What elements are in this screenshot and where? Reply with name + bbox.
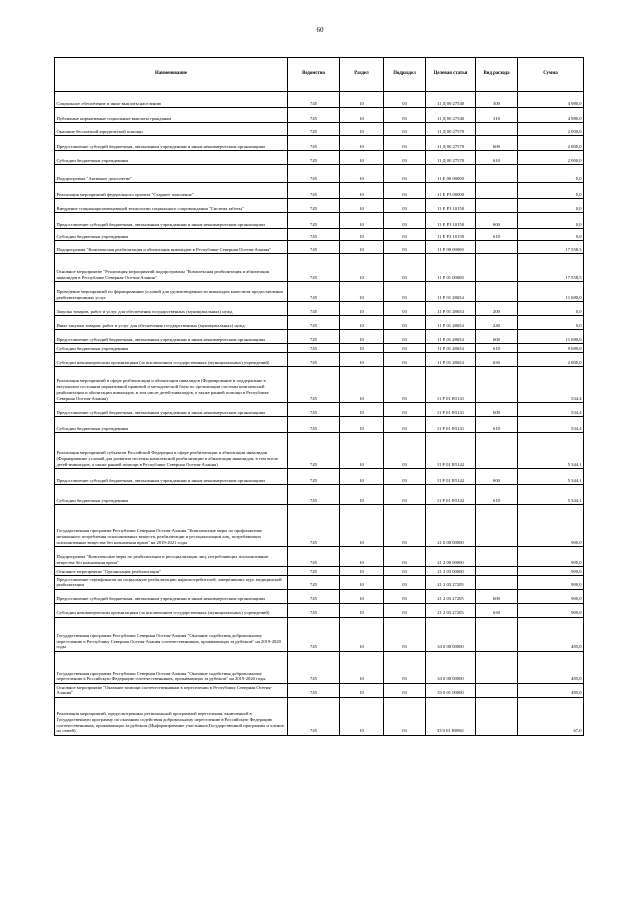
cell-sum: 485,0 (518, 651, 584, 683)
cell-section: 10 (340, 330, 384, 344)
cell-expense (476, 199, 518, 213)
cell-subsection: 03 (384, 165, 426, 183)
cell-sum: 0,0 (518, 302, 584, 316)
table-row (55, 651, 584, 683)
cell-subsection: 03 (384, 316, 426, 330)
cell-target: 11 Е Р3 00000 (426, 183, 476, 199)
cell-name: Основное мероприятие "Реализация мероприятий подпрограммы "Комплексная реабилитация и абилитация инвалидов в Республике Северная Осетия-Алания" (55, 254, 288, 282)
cell-dept: 745 (288, 123, 340, 136)
cell-subsection: 03 (384, 433, 426, 469)
cell-section: 10 (340, 344, 384, 353)
cell-sum: 0,0 (518, 199, 584, 213)
cell-expense: 600 (476, 469, 518, 485)
cell-subsection: 03 (384, 151, 426, 165)
table-row (55, 567, 584, 576)
cell-target: 33 0 00 00000 (426, 617, 476, 651)
cell-sum: 0,0 (518, 316, 584, 330)
cell-subsection: 03 (384, 617, 426, 651)
cell-dept: 745 (288, 651, 340, 683)
cell-subsection: 03 (384, 576, 426, 590)
cell-target: 11 Р 01 28654 (426, 353, 476, 367)
cell-target: 11 Р 01 R5141 (426, 417, 476, 433)
cell-expense (476, 165, 518, 183)
cell-subsection: 03 (384, 697, 426, 735)
table-row (55, 183, 584, 199)
cell-target: 11 Р 01 R5141 (426, 403, 476, 417)
cell-section: 10 (340, 108, 384, 123)
table-row (55, 576, 584, 590)
cell-expense: 600 (476, 589, 518, 603)
cell-dept: 745 (288, 617, 340, 651)
cell-section: 10 (340, 199, 384, 213)
cell-dept: 745 (288, 576, 340, 590)
budget-table (54, 57, 584, 736)
cell-name: Субсидии бюджетным учреждениям (55, 344, 288, 353)
cell-sum: 534,4 (518, 417, 584, 433)
table-row (55, 469, 584, 485)
cell-name: Предоставление субсидий бюджетным, автономным учреждениям и иным некоммерческим организациям (55, 136, 288, 151)
cell-expense (476, 683, 518, 697)
cell-target: 21 2 03 27205 (426, 576, 476, 590)
cell-name: Субсидии некоммерческим организациям (за исключением государственных (муниципальных) учреждений) (55, 603, 288, 617)
cell-dept: 745 (288, 547, 340, 567)
cell-expense: 610 (476, 344, 518, 353)
cell-sum: 17 558,5 (518, 241, 584, 254)
cell-section: 10 (340, 92, 384, 108)
cell-dept: 745 (288, 229, 340, 241)
cell-dept: 745 (288, 567, 340, 576)
cell-sum: 0,0 (518, 165, 584, 183)
table-row (55, 697, 584, 735)
cell-dept: 745 (288, 92, 340, 108)
column-header-subsection: Подраздел (384, 58, 426, 92)
cell-section: 10 (340, 241, 384, 254)
cell-dept: 745 (288, 417, 340, 433)
cell-subsection: 03 (384, 603, 426, 617)
table-row (55, 505, 584, 547)
cell-target: 11 Д 00 27540 (426, 92, 476, 108)
cell-section: 10 (340, 589, 384, 603)
cell-expense (476, 433, 518, 469)
cell-sum: 485,0 (518, 683, 584, 697)
cell-subsection: 03 (384, 183, 426, 199)
table-row (55, 417, 584, 433)
cell-section: 10 (340, 485, 384, 505)
cell-sum: 17 558,5 (518, 254, 584, 282)
cell-dept: 745 (288, 108, 340, 123)
cell-section: 10 (340, 136, 384, 151)
cell-expense (476, 123, 518, 136)
cell-expense: 610 (476, 417, 518, 433)
cell-expense (476, 567, 518, 576)
cell-target: 11 Р 01 R5141 (426, 367, 476, 403)
cell-section: 10 (340, 165, 384, 183)
cell-subsection: 03 (384, 417, 426, 433)
cell-target: 11 Р 01 28654 (426, 302, 476, 316)
cell-dept: 745 (288, 485, 340, 505)
table-row (55, 302, 584, 316)
cell-sum: 900,0 (518, 603, 584, 617)
cell-target: 11 Р 01 28654 (426, 316, 476, 330)
cell-subsection: 03 (384, 92, 426, 108)
cell-expense (476, 254, 518, 282)
table-row (55, 589, 584, 603)
table-row (55, 316, 584, 330)
cell-sum: 0,0 (518, 183, 584, 199)
cell-name: Подпрограмма "Комплексные меры по реабилитации и ресоциализации лиц, потребляющих психоактивные вещества без назначения врача" (55, 547, 288, 567)
cell-target: 11 Р 01 28654 (426, 330, 476, 344)
table-row (55, 151, 584, 165)
cell-expense (476, 697, 518, 735)
cell-dept: 745 (288, 254, 340, 282)
cell-sum: 4 980,0 (518, 92, 584, 108)
cell-expense (476, 505, 518, 547)
column-header-target: Целевая статья (426, 58, 476, 92)
table-row (55, 213, 584, 229)
cell-section: 10 (340, 367, 384, 403)
cell-target: 11 Е Р3 10150 (426, 229, 476, 241)
cell-expense: 630 (476, 353, 518, 367)
cell-subsection: 03 (384, 485, 426, 505)
cell-section: 10 (340, 403, 384, 417)
cell-name: Субсидии бюджетным учреждениям (55, 229, 288, 241)
cell-subsection: 03 (384, 505, 426, 547)
cell-target: 33 0 01 00000 (426, 683, 476, 697)
cell-target: 11 Р 01 28654 (426, 282, 476, 302)
cell-expense: 600 (476, 213, 518, 229)
cell-name: Субсидии бюджетным учреждениям (55, 151, 288, 165)
cell-target: 11 Р 01 00000 (426, 254, 476, 282)
cell-name: Государственная программа Республики Северная Осетия-Алания "Оказание содействия добровольному переселению в Республику Северная Осетия-Алания соотечественников, проживающих за рубежом" на 2019-2020 годы (55, 617, 288, 651)
cell-expense: 610 (476, 229, 518, 241)
cell-sum: 5 344,1 (518, 485, 584, 505)
cell-sum: 534,4 (518, 367, 584, 403)
cell-subsection: 03 (384, 683, 426, 697)
cell-name: Реализация мероприятий в сфере реабилитации и абилитации инвалидов (Формирование и поддержание в актуальном состоянии нормативной правовой и методической базы по организации системы комплексной реабилитации и абилитации инвалидов, в том числе детей-инвалидов, а также ранней помощи в Республике Северная Осетия-Алания) (55, 367, 288, 403)
cell-name: Подпрограмма "Активное долголетие" (55, 165, 288, 183)
table-header-row (55, 58, 584, 92)
cell-section: 10 (340, 433, 384, 469)
cell-sum: 4 980,0 (518, 108, 584, 123)
cell-dept: 745 (288, 136, 340, 151)
cell-sum: 9 680,0 (518, 344, 584, 353)
cell-section: 10 (340, 651, 384, 683)
cell-sum: 67,0 (518, 697, 584, 735)
cell-expense: 630 (476, 603, 518, 617)
cell-subsection: 03 (384, 567, 426, 576)
cell-dept: 745 (288, 213, 340, 229)
cell-name: Предоставление сертификатов на социальную реабилитацию наркопотребителей, завершивших курс медицинской реабилитации (55, 576, 288, 590)
table-row (55, 229, 584, 241)
table-row (55, 92, 584, 108)
cell-dept: 745 (288, 316, 340, 330)
cell-section: 10 (340, 567, 384, 576)
cell-expense (476, 367, 518, 403)
cell-subsection: 03 (384, 241, 426, 254)
cell-expense (476, 547, 518, 567)
cell-target: 11 Е Р3 10150 (426, 199, 476, 213)
cell-target: 11 Р 01 28654 (426, 344, 476, 353)
cell-target: 11 Д 00 27570 (426, 136, 476, 151)
cell-target: 11 Р 00 00000 (426, 241, 476, 254)
cell-name: Социальное обеспечение и иные выплаты населению (55, 92, 288, 108)
table-row (55, 403, 584, 417)
cell-dept: 745 (288, 505, 340, 547)
cell-expense (476, 617, 518, 651)
cell-section: 10 (340, 469, 384, 485)
table-row (55, 683, 584, 697)
cell-sum: 11 680,0 (518, 282, 584, 302)
cell-target: 11 Р 01 R5142 (426, 485, 476, 505)
cell-expense: 310 (476, 108, 518, 123)
cell-dept: 745 (288, 199, 340, 213)
cell-name: Внедрение стационарозамещающей технологии социального сопровождения "Система заботы" (55, 199, 288, 213)
cell-name: Реализация мероприятий федерального проекта "Старшее поколение" (55, 183, 288, 199)
cell-name: Иные закупки товаров, работ и услуг для обеспечения государственных (муниципальных) нужд (55, 316, 288, 330)
cell-target: 21 0 00 00000 (426, 505, 476, 547)
cell-section: 10 (340, 603, 384, 617)
cell-subsection: 03 (384, 547, 426, 567)
cell-name: Закупка товаров, работ и услуг для обеспечения государственных (муниципальных) нужд (55, 302, 288, 316)
cell-section: 10 (340, 697, 384, 735)
table-row (55, 199, 584, 213)
cell-sum: 2 000,0 (518, 353, 584, 367)
cell-target: 21 2 03 00000 (426, 567, 476, 576)
cell-subsection: 03 (384, 213, 426, 229)
cell-target: 21 2 03 27205 (426, 603, 476, 617)
cell-section: 10 (340, 617, 384, 651)
cell-name: Субсидии бюджетным учреждениям (55, 485, 288, 505)
column-header-sum: Сумма (518, 58, 584, 92)
cell-sum: 2 000,0 (518, 123, 584, 136)
cell-subsection: 03 (384, 651, 426, 683)
cell-name: Оказание бесплатной юридической помощи (55, 123, 288, 136)
cell-subsection: 03 (384, 282, 426, 302)
cell-sum: 2 000,0 (518, 136, 584, 151)
cell-expense: 200 (476, 302, 518, 316)
cell-expense: 610 (476, 485, 518, 505)
cell-section: 10 (340, 353, 384, 367)
cell-target: 11 Р 01 R5142 (426, 469, 476, 485)
table-row (55, 344, 584, 353)
cell-name: Реализация мероприятий субъектов Российской Федерации в сфере реабилитации и абилитации инвалидов (Формирование условий для развития системы комплексной реабилитации и абилитации инвалидов, в том числе детей-инвалидов, а также ранней помощи в Республике Северная Осетия-Алания) (55, 433, 288, 469)
table-row (55, 108, 584, 123)
cell-subsection: 03 (384, 254, 426, 282)
cell-sum: 900,0 (518, 576, 584, 590)
cell-sum: 0,0 (518, 213, 584, 229)
cell-subsection: 03 (384, 108, 426, 123)
column-header-section: Раздел (340, 58, 384, 92)
cell-target: 21 2 03 27205 (426, 589, 476, 603)
cell-dept: 745 (288, 344, 340, 353)
table-row (55, 282, 584, 302)
cell-dept: 745 (288, 165, 340, 183)
cell-dept: 745 (288, 183, 340, 199)
cell-dept: 745 (288, 603, 340, 617)
table-row (55, 547, 584, 567)
cell-dept: 745 (288, 367, 340, 403)
cell-section: 10 (340, 316, 384, 330)
cell-subsection: 03 (384, 367, 426, 403)
cell-subsection: 03 (384, 199, 426, 213)
cell-sum: 900,0 (518, 505, 584, 547)
cell-dept: 745 (288, 589, 340, 603)
table-row (55, 241, 584, 254)
cell-expense: 600 (476, 403, 518, 417)
table-row (55, 330, 584, 344)
cell-sum: 11 680,0 (518, 330, 584, 344)
cell-section: 10 (340, 417, 384, 433)
cell-expense (476, 282, 518, 302)
cell-subsection: 03 (384, 330, 426, 344)
cell-sum: 900,0 (518, 567, 584, 576)
cell-name: Публичные нормативные социальные выплаты гражданам (55, 108, 288, 123)
cell-subsection: 03 (384, 123, 426, 136)
cell-section: 10 (340, 151, 384, 165)
cell-target: 11 Д 00 27570 (426, 123, 476, 136)
cell-dept: 745 (288, 469, 340, 485)
cell-dept: 745 (288, 241, 340, 254)
table-row (55, 254, 584, 282)
cell-name: Государственная программа Республики Северная Осетия-Алания "Оказание содействия добровольному переселению в Российскую Федерацию соотечественников, проживающих за рубежом" на 2019-2020 годы (55, 651, 288, 683)
cell-dept: 745 (288, 433, 340, 469)
table-row (55, 485, 584, 505)
cell-expense (476, 241, 518, 254)
cell-expense: 240 (476, 316, 518, 330)
cell-expense (476, 651, 518, 683)
cell-subsection: 03 (384, 302, 426, 316)
cell-subsection: 03 (384, 344, 426, 353)
cell-dept: 745 (288, 683, 340, 697)
cell-sum: 900,0 (518, 547, 584, 567)
cell-name: Предоставление субсидий бюджетным, автономным учреждениям и иным некоммерческим организациям (55, 330, 288, 344)
cell-target: 11 Е 00 00000 (426, 165, 476, 183)
cell-name: Предоставление субсидий бюджетным, автономным учреждениям и иным некоммерческим организациям (55, 589, 288, 603)
cell-name: Основное мероприятие "Организация реабилитации" (55, 567, 288, 576)
cell-target: 11 Д 00 27570 (426, 151, 476, 165)
cell-expense (476, 576, 518, 590)
cell-expense (476, 183, 518, 199)
cell-subsection: 03 (384, 469, 426, 485)
cell-target: 33 0 01 R0861 (426, 697, 476, 735)
cell-subsection: 03 (384, 229, 426, 241)
cell-dept: 745 (288, 330, 340, 344)
cell-dept: 745 (288, 353, 340, 367)
cell-subsection: 03 (384, 589, 426, 603)
table-row (55, 353, 584, 367)
column-header-name: Наименование (55, 58, 288, 92)
cell-target: 21 2 00 00000 (426, 547, 476, 567)
cell-dept: 745 (288, 151, 340, 165)
cell-name: Субсидии некоммерческим организациям (за исключением государственных (муниципальных) учреждений) (55, 353, 288, 367)
cell-section: 10 (340, 254, 384, 282)
table-row (55, 617, 584, 651)
cell-name: Государственная программа Республики Северная Осетия-Алания "Комплексные меры по профилактике незаконного потребления психоактивных веществ, реабилитации и ресоциализации лиц, потребляющих психоактивные вещества без назначения врача" на 2019-2021 годы (55, 505, 288, 547)
cell-section: 10 (340, 302, 384, 316)
cell-name: Предоставление субсидий бюджетным, автономным учреждениям и иным некоммерческим организациям (55, 469, 288, 485)
cell-name: Проведение мероприятий по формированию условий для удовлетворенности инвалидов качеством предоставления реабилитационных услуг (55, 282, 288, 302)
cell-target: 11 Е Р3 10150 (426, 213, 476, 229)
cell-section: 10 (340, 213, 384, 229)
cell-expense: 300 (476, 92, 518, 108)
cell-name: Субсидии бюджетным учреждениям (55, 417, 288, 433)
cell-dept: 745 (288, 403, 340, 417)
cell-name: Подпрограмма "Комплексная реабилитация и абилитация инвалидов в Республике Северная Осетия-Алания" (55, 241, 288, 254)
table-row (55, 367, 584, 403)
cell-subsection: 03 (384, 353, 426, 367)
cell-sum: 0,0 (518, 229, 584, 241)
cell-name: Предоставление субсидий бюджетным, автономным учреждениям и иным некоммерческим организациям (55, 403, 288, 417)
table-row (55, 603, 584, 617)
cell-subsection: 03 (384, 403, 426, 417)
column-header-expense: Вид расхода (476, 58, 518, 92)
cell-expense: 600 (476, 330, 518, 344)
cell-expense: 600 (476, 136, 518, 151)
cell-sum: 5 344,1 (518, 469, 584, 485)
cell-dept: 745 (288, 302, 340, 316)
cell-dept: 745 (288, 697, 340, 735)
table-row (55, 123, 584, 136)
cell-section: 10 (340, 183, 384, 199)
cell-name: Реализация мероприятий, предусмотренных региональной программой переселения, включенной в Государственную программу по оказанию содействия добровольному переселению в Российскую Федерацию соотечественников, проживающих за рубежом (Информирование участников Государственной программы и членов их семей) (55, 697, 288, 735)
cell-expense: 610 (476, 151, 518, 165)
cell-sum: 485,0 (518, 617, 584, 651)
cell-sum: 5 344,1 (518, 433, 584, 469)
cell-sum: 900,0 (518, 589, 584, 603)
table-row (55, 433, 584, 469)
cell-target: 11 Р 01 R5142 (426, 433, 476, 469)
column-header-dept: Ведомство (288, 58, 340, 92)
cell-name: Предоставление субсидий бюджетным, автономным учреждениям и иным некоммерческим организациям (55, 213, 288, 229)
cell-section: 10 (340, 576, 384, 590)
cell-sum: 2 000,0 (518, 151, 584, 165)
cell-section: 10 (340, 547, 384, 567)
cell-section: 10 (340, 123, 384, 136)
cell-name: Основное мероприятие "Оказание помощи соотечественникам в переселении в Республику Северная Осетия-Алания" (55, 683, 288, 697)
cell-section: 10 (340, 229, 384, 241)
cell-subsection: 03 (384, 136, 426, 151)
cell-section: 10 (340, 282, 384, 302)
cell-target: 33 0 00 00000 (426, 651, 476, 683)
cell-section: 10 (340, 683, 384, 697)
page-number: 60 (316, 26, 324, 34)
table-row (55, 136, 584, 151)
cell-section: 10 (340, 505, 384, 547)
cell-dept: 745 (288, 282, 340, 302)
cell-sum: 534,4 (518, 403, 584, 417)
table-row (55, 165, 584, 183)
cell-target: 11 Д 00 27540 (426, 108, 476, 123)
